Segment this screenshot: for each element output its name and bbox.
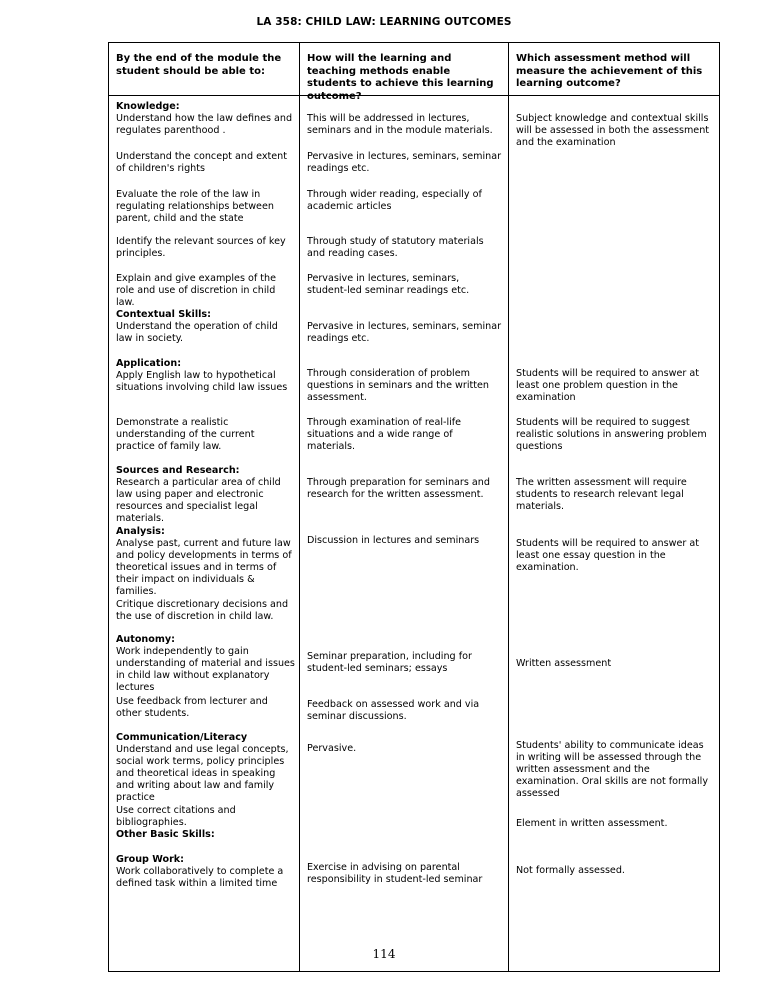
method-text: Pervasive in lectures, seminars, seminar readings etc. bbox=[307, 151, 502, 174]
outcome-text: Understand the operation of child law in society. bbox=[116, 321, 278, 344]
communication-outcome-1 bbox=[116, 732, 296, 804]
section-heading-other bbox=[116, 829, 296, 841]
method-text: Through wider reading, especially of academic articles bbox=[307, 189, 482, 212]
autonomy-outcome-1 bbox=[116, 634, 296, 694]
page-title: LA 358: CHILD LAW: LEARNING OUTCOMES bbox=[256, 16, 512, 28]
column-divider bbox=[508, 42, 509, 972]
assessment-text: Students will be required to answer at least one problem question in the examination bbox=[516, 368, 700, 403]
sources-outcome-1 bbox=[116, 465, 296, 525]
method-text: Discussion in lectures and seminars bbox=[307, 535, 480, 546]
assessment-text: Not formally assessed. bbox=[516, 865, 625, 876]
section-heading-analysis: Analysis: bbox=[116, 526, 165, 537]
section-heading-knowledge: Knowledge: bbox=[116, 101, 180, 112]
outcome-text: Analyse past, current and future law and policy developments in terms of theoretical issues and in terms of their impact on individuals & families. bbox=[116, 538, 292, 597]
page-number: 114 bbox=[372, 947, 396, 961]
method-text: Exercise in advising on parental responsibility in student-led seminar bbox=[307, 862, 483, 885]
method-text: Through study of statutory materials and reading cases. bbox=[307, 236, 484, 259]
outcome-text: Identify the relevant sources of key principles. bbox=[116, 236, 286, 259]
method-text: Seminar preparation, including for student-led seminars; essays bbox=[307, 651, 472, 674]
header-outcome: By the end of the module the student should be able to: bbox=[116, 53, 282, 77]
section-heading-sources: Sources and Research: bbox=[116, 465, 240, 476]
assessment-text: Element in written assessment. bbox=[516, 818, 668, 829]
column-divider bbox=[299, 42, 300, 972]
method-text: Through examination of real-life situations and a wide range of materials. bbox=[307, 417, 462, 452]
header-method: How will the learning and teaching methods enable students to achieve this learning outcome? bbox=[307, 53, 494, 102]
outcome-text: Explain and give examples of the role and use of discretion in child law. bbox=[116, 273, 277, 308]
section-heading-communication: Communication/Literacy bbox=[116, 732, 248, 743]
method-text: Through consideration of problem questions in seminars and the written assessment. bbox=[307, 368, 490, 403]
group-outcome-1 bbox=[116, 854, 296, 890]
analysis-outcome-1 bbox=[116, 526, 296, 598]
outcome-text: Understand how the law defines and regulates parenthood . bbox=[116, 113, 293, 136]
outcome-text: Work collaboratively to complete a defined task within a limited time bbox=[116, 866, 284, 889]
section-heading-group: Group Work: bbox=[116, 854, 185, 865]
header-assessment: Which assessment method will measure the achievement of this learning outcome? bbox=[516, 53, 703, 89]
section-heading-contextual: Contextual Skills: bbox=[116, 309, 211, 320]
outcome-text: Apply English law to hypothetical situations involving child law issues bbox=[116, 370, 288, 393]
outcome-text: Understand the concept and extent of children's rights bbox=[116, 151, 288, 174]
contextual-outcome-1 bbox=[116, 309, 296, 345]
other-skills-label: Other Basic Skills: bbox=[116, 829, 215, 840]
outcome-text: Work independently to gain understanding of material and issues in child law without explanatory lectures bbox=[116, 646, 295, 693]
outcome-text: Use feedback from lecturer and other students. bbox=[116, 696, 268, 719]
outcome-text: Critique discretionary decisions and the use of discretion in child law. bbox=[116, 599, 289, 622]
outcome-text: Evaluate the role of the law in regulating relationships between parent, child and the state bbox=[116, 189, 274, 224]
method-text: This will be addressed in lectures, seminars and in the module materials. bbox=[307, 113, 493, 136]
method-text: Pervasive. bbox=[307, 743, 357, 754]
section-heading-application: Application: bbox=[116, 358, 182, 369]
outcome-text: Understand and use legal concepts, social work terms, policy principles and theoretical ideas in speaking and writing about law and family practice bbox=[116, 744, 289, 803]
application-outcome-1 bbox=[116, 358, 296, 394]
assessment-text: Written assessment bbox=[516, 658, 612, 669]
outcome-text: Demonstrate a realistic understanding of the current practice of family law. bbox=[116, 417, 255, 452]
outcome-text: Use correct citations and bibliographies. bbox=[116, 805, 236, 828]
outcome-text: Research a particular area of child law using paper and electronic resources and specialist legal materials. bbox=[116, 477, 281, 524]
assessment-text: Students' ability to communicate ideas in writing will be assessed through the written assessment and the examination. Oral skills are not formally assessed bbox=[516, 740, 709, 799]
assessment-text: Students will be required to answer at least one essay question in the examination. bbox=[516, 538, 700, 573]
method-text: Pervasive in lectures, seminars, seminar readings etc. bbox=[307, 321, 502, 344]
assessment-text: Subject knowledge and contextual skills will be assessed in both the assessment and the examination bbox=[516, 113, 710, 148]
assessment-text: Students will be required to suggest realistic solutions in answering problem questions bbox=[516, 417, 707, 452]
section-heading-autonomy: Autonomy: bbox=[116, 634, 175, 645]
knowledge-outcome-1 bbox=[116, 101, 296, 137]
assessment-text: The written assessment will require students to research relevant legal materials. bbox=[516, 477, 687, 512]
method-text: Pervasive in lectures, seminars, student-led seminar readings etc. bbox=[307, 273, 470, 296]
method-text: Feedback on assessed work and via seminar discussions. bbox=[307, 699, 480, 722]
method-text: Through preparation for seminars and research for the written assessment. bbox=[307, 477, 490, 500]
